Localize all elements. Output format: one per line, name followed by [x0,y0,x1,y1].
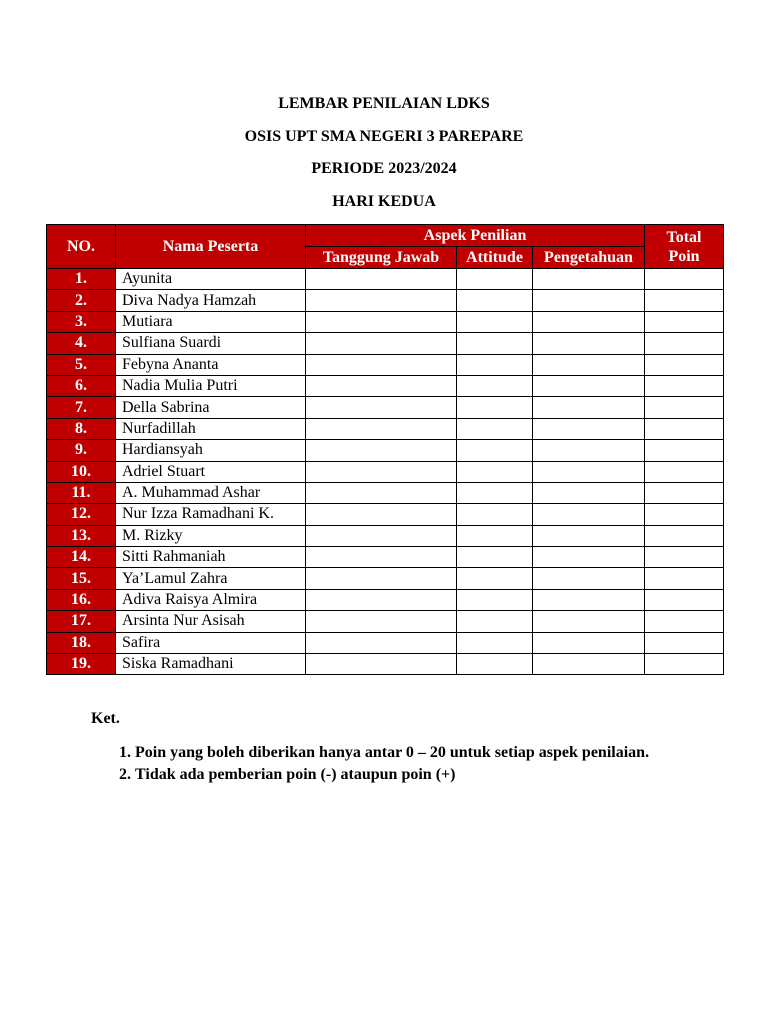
participant-name: M. Rizky [116,525,306,546]
score-tanggung-jawab-cell[interactable] [306,611,457,632]
score-pengetahuan-cell[interactable] [533,611,645,632]
table-row [47,547,724,568]
score-tanggung-jawab-cell[interactable] [306,290,457,311]
score-tanggung-jawab-cell[interactable] [306,632,457,653]
score-total-cell[interactable] [645,654,724,675]
score-pengetahuan-cell[interactable] [533,525,645,546]
table-row [47,333,724,354]
participant-name: Mutiara [116,311,306,332]
score-total-cell[interactable] [645,397,724,418]
title-line-3: PERIODE 2023/2024 [311,160,457,177]
table-row [47,290,724,311]
table-row [47,525,724,546]
score-total-cell[interactable] [645,440,724,461]
participant-name: Nur Izza Ramadhani K. [116,504,306,525]
title-line-4: HARI KEDUA [332,192,436,210]
header-name: Nama Peserta [116,225,306,269]
score-pengetahuan-cell[interactable] [533,333,645,354]
title-line-1: LEMBAR PENILAIAN LDKS [278,95,490,112]
score-tanggung-jawab-cell[interactable] [306,375,457,396]
title-line-2: OSIS UPT SMA NEGERI 3 PAREPARE [244,127,524,145]
participant-name: Safira [116,632,306,653]
table-row [47,269,724,290]
row-number: 3. [47,311,116,332]
score-tanggung-jawab-cell[interactable] [306,482,457,503]
document-title-block [0,92,768,222]
table-row [47,632,724,653]
score-total-cell[interactable] [645,290,724,311]
score-attitude-cell[interactable] [457,611,533,632]
score-attitude-cell[interactable] [457,482,533,503]
row-number: 10. [47,461,116,482]
score-total-cell[interactable] [645,354,724,375]
score-attitude-cell[interactable] [457,525,533,546]
score-pengetahuan-cell[interactable] [533,589,645,610]
score-pengetahuan-cell[interactable] [533,375,645,396]
score-total-cell[interactable] [645,418,724,439]
score-tanggung-jawab-cell[interactable] [306,547,457,568]
score-pengetahuan-cell[interactable] [533,654,645,675]
participant-name: Arsinta Nur Asisah [116,611,306,632]
table-row [47,504,724,525]
score-tanggung-jawab-cell[interactable] [306,461,457,482]
participant-name: Hardiansyah [116,440,306,461]
row-number: 19. [47,654,116,675]
table-row [47,397,724,418]
participant-name: A. Muhammad Ashar [116,482,306,503]
score-tanggung-jawab-cell[interactable] [306,269,457,290]
score-attitude-cell[interactable] [457,290,533,311]
score-pengetahuan-cell[interactable] [533,504,645,525]
score-attitude-cell[interactable] [457,504,533,525]
header-aspect-tanggung-jawab: Tanggung Jawab [306,247,457,269]
participant-name: Ayunita [116,269,306,290]
table-row [47,654,724,675]
score-tanggung-jawab-cell[interactable] [306,654,457,675]
score-tanggung-jawab-cell[interactable] [306,397,457,418]
score-attitude-cell[interactable] [457,418,533,439]
header-total-line1: Total [666,228,702,246]
notes-section [91,710,651,786]
score-pengetahuan-cell[interactable] [533,354,645,375]
score-total-cell[interactable] [645,589,724,610]
score-pengetahuan-cell[interactable] [533,440,645,461]
score-attitude-cell[interactable] [457,632,533,653]
participant-name: Febyna Ananta [116,354,306,375]
score-pengetahuan-cell[interactable] [533,311,645,332]
score-attitude-cell[interactable] [457,589,533,610]
row-number: 18. [47,632,116,653]
table-body [47,269,724,675]
score-tanggung-jawab-cell[interactable] [306,311,457,332]
note-item-1: 1. Poin yang boleh diberikan hanya antar 0 – 20 untuk setiap aspek penilaian. [135,742,651,764]
notes-heading: Ket. [91,710,120,727]
table-row [47,482,724,503]
score-pengetahuan-cell[interactable] [533,418,645,439]
table-row [47,440,724,461]
row-number: 8. [47,418,116,439]
row-number: 6. [47,375,116,396]
score-attitude-cell[interactable] [457,333,533,354]
score-tanggung-jawab-cell[interactable] [306,418,457,439]
score-tanggung-jawab-cell[interactable] [306,525,457,546]
table-row [47,568,724,589]
score-attitude-cell[interactable] [457,269,533,290]
score-total-cell[interactable] [645,504,724,525]
score-total-cell[interactable] [645,333,724,354]
header-no: NO. [47,225,116,269]
score-attitude-cell[interactable] [457,311,533,332]
row-number: 9. [47,440,116,461]
participant-name: Ya’Lamul Zahra [116,568,306,589]
score-tanggung-jawab-cell[interactable] [306,568,457,589]
header-total-line2: Poin [668,247,700,265]
score-pengetahuan-cell[interactable] [533,482,645,503]
participant-name: Siska Ramadhani [116,654,306,675]
row-number: 15. [47,568,116,589]
score-attitude-cell[interactable] [457,654,533,675]
row-number: 13. [47,525,116,546]
table-row [47,375,724,396]
table-row [47,311,724,332]
score-tanggung-jawab-cell[interactable] [306,333,457,354]
score-attitude-cell[interactable] [457,440,533,461]
score-total-cell[interactable] [645,568,724,589]
row-number: 14. [47,547,116,568]
table-row [47,461,724,482]
table-row [47,611,724,632]
header-aspect-attitude: Attitude [457,247,533,269]
score-pengetahuan-cell[interactable] [533,632,645,653]
header-aspect-pengetahuan: Pengetahuan [533,247,645,269]
participant-name: Sitti Rahmaniah [116,547,306,568]
score-tanggung-jawab-cell[interactable] [306,504,457,525]
assessment-table [46,224,724,675]
row-number: 1. [47,269,116,290]
score-total-cell[interactable] [645,375,724,396]
score-tanggung-jawab-cell[interactable] [306,440,457,461]
score-tanggung-jawab-cell[interactable] [306,589,457,610]
score-attitude-cell[interactable] [457,397,533,418]
row-number: 12. [47,504,116,525]
table-row [47,589,724,610]
participant-name: Nadia Mulia Putri [116,375,306,396]
notes-list [91,742,651,786]
row-number: 16. [47,589,116,610]
score-total-cell[interactable] [645,525,724,546]
row-number: 11. [47,482,116,503]
score-total-cell[interactable] [645,632,724,653]
table-row [47,418,724,439]
score-pengetahuan-cell[interactable] [533,547,645,568]
row-number: 17. [47,611,116,632]
participant-name: Adriel Stuart [116,461,306,482]
score-attitude-cell[interactable] [457,568,533,589]
score-total-cell[interactable] [645,311,724,332]
score-total-cell[interactable] [645,269,724,290]
participant-name: Della Sabrina [116,397,306,418]
score-pengetahuan-cell[interactable] [533,290,645,311]
row-number: 7. [47,397,116,418]
score-attitude-cell[interactable] [457,547,533,568]
participant-name: Sulfiana Suardi [116,333,306,354]
score-pengetahuan-cell[interactable] [533,269,645,290]
row-number: 2. [47,290,116,311]
score-attitude-cell[interactable] [457,375,533,396]
score-attitude-cell[interactable] [457,461,533,482]
participant-name: Nurfadillah [116,418,306,439]
participant-name: Diva Nadya Hamzah [116,290,306,311]
note-item-2: 2. Tidak ada pemberian poin (-) ataupun poin (+) [135,764,651,786]
header-total [645,225,724,269]
header-aspect-group: Aspek Penilian [306,225,645,247]
row-number: 5. [47,354,116,375]
score-pengetahuan-cell[interactable] [533,461,645,482]
score-attitude-cell[interactable] [457,354,533,375]
score-total-cell[interactable] [645,482,724,503]
score-pengetahuan-cell[interactable] [533,568,645,589]
score-total-cell[interactable] [645,611,724,632]
table-row [47,354,724,375]
score-total-cell[interactable] [645,461,724,482]
row-number: 4. [47,333,116,354]
score-total-cell[interactable] [645,547,724,568]
score-pengetahuan-cell[interactable] [533,397,645,418]
score-tanggung-jawab-cell[interactable] [306,354,457,375]
participant-name: Adiva Raisya Almira [116,589,306,610]
